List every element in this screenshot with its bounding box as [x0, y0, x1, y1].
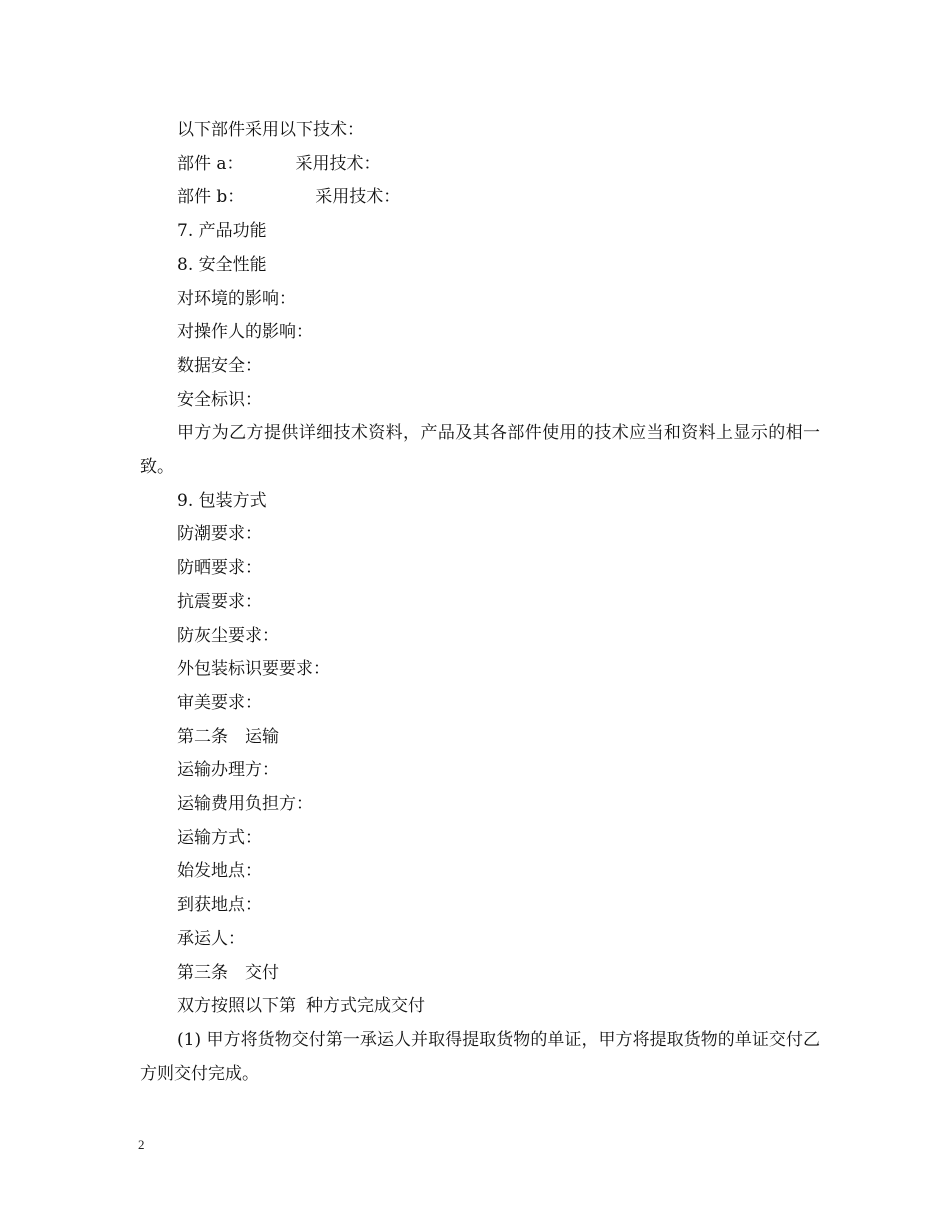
delivery-method-line: [140, 990, 820, 1024]
field-aesthetic-requirements: 审美要求：: [177, 692, 262, 713]
component-b-tech-label: 采用技术：: [315, 187, 401, 208]
field-moisture-proof: 防潮要求：: [177, 524, 262, 545]
field-environment-impact: 对环境的影响：: [177, 288, 296, 309]
component-b-label: 部件 b：: [177, 187, 245, 208]
field-sun-proof: 防晒要求：: [177, 558, 262, 579]
field-departure-location: 始发地点：: [177, 861, 262, 882]
document-body: [140, 114, 820, 1091]
field-transport-method: 运输方式：: [177, 827, 262, 848]
page-number: 2: [138, 1137, 145, 1152]
field-data-security: 数据安全：: [177, 355, 262, 376]
field-shockproof: 抗震要求：: [177, 591, 262, 612]
component-b-line: [140, 181, 820, 215]
field-outer-packaging-marking: 外包装标识要要求：: [177, 659, 330, 680]
section-safety-performance: 8. 安全性能: [177, 254, 267, 275]
article-three-heading: 第三条 交付: [177, 962, 279, 983]
component-a-label: 部件 a：: [177, 153, 244, 174]
field-transport-cost-bearer: 运输费用负担方：: [177, 794, 313, 815]
delivery-method-prefix: 双方按照以下第: [177, 996, 296, 1017]
section-product-function: 7. 产品功能: [177, 221, 267, 242]
field-dustproof: 防灰尘要求：: [177, 625, 279, 646]
paragraph-technical-materials: 甲方为乙方提供详细技术资料，产品及其各部件使用的技术应当和资料上显示的相一致。: [140, 423, 820, 478]
delivery-option-one: (1) 甲方将货物交付第一承运人并取得提取货物的单证，甲方将提取货物的单证交付乙方则交付完成。: [140, 1029, 820, 1084]
field-transport-handler: 运输办理方：: [177, 760, 279, 781]
field-arrival-location: 到获地点：: [177, 895, 262, 916]
delivery-method-suffix: 种方式完成交付: [306, 996, 425, 1017]
field-operator-impact: 对操作人的影响：: [177, 322, 313, 343]
article-two-heading: 第二条 运输: [177, 726, 279, 747]
paragraph-intro: 以下部件采用以下技术：: [177, 120, 364, 140]
component-a-tech-label: 采用技术：: [295, 153, 381, 174]
field-safety-marking: 安全标识：: [177, 389, 262, 410]
field-carrier: 承运人：: [177, 928, 245, 949]
section-packaging-method: 9. 包装方式: [177, 490, 267, 511]
component-a-line: [140, 148, 820, 182]
